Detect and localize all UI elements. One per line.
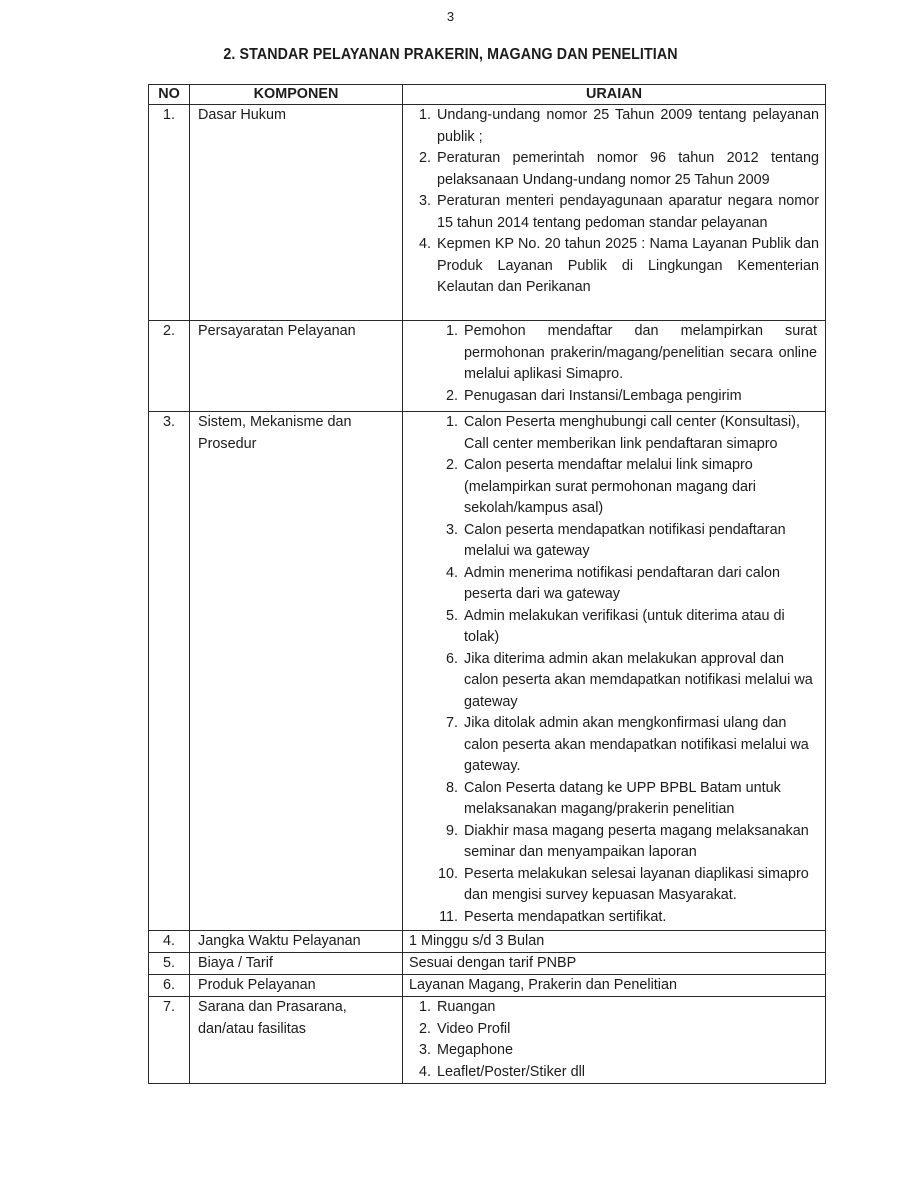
page-number: 3 bbox=[446, 9, 455, 24]
row-component: Sarana dan Prasarana, dan/atau fasilitas bbox=[190, 997, 403, 1084]
row-component: Sistem, Mekanisme dan Prosedur bbox=[190, 412, 403, 931]
table-row bbox=[149, 953, 826, 975]
row-description bbox=[403, 412, 826, 931]
document-title: 2. STANDAR PELAYANAN PRAKERIN, MAGANG DAN PENELITIAN bbox=[223, 46, 678, 63]
row-component: Biaya / Tarif bbox=[190, 953, 403, 975]
list-item: 2. Video Profil bbox=[418, 1020, 511, 1037]
row-component: Persayaratan Pelayanan bbox=[190, 321, 403, 412]
list-item: 1. Undang-undang nomor 25 Tahun 2009 tentang pelayanan publik ; bbox=[418, 107, 819, 145]
row-number: 1. bbox=[149, 105, 190, 321]
list-item: 3. Calon peserta mendapatkan notifikasi pendaftaran melalui wa gateway bbox=[445, 521, 786, 559]
service-standard-table bbox=[148, 84, 826, 1084]
facilities-list bbox=[409, 997, 825, 1083]
row-description bbox=[403, 105, 826, 321]
list-item: 4. Leaflet/Poster/Stiker dll bbox=[418, 1063, 585, 1080]
table-row bbox=[149, 997, 826, 1084]
procedure-list bbox=[409, 412, 825, 928]
row-component: Produk Pelayanan bbox=[190, 975, 403, 997]
row-component: Dasar Hukum bbox=[190, 105, 403, 321]
list-item: 2. Peraturan pemerintah nomor 96 tahun 2012 tentang pelaksanaan Undang-undang nomor 25 Tahun 2009 bbox=[418, 150, 819, 188]
list-item: 3. Peraturan menteri pendayagunaan aparatur negara nomor 15 tahun 2014 tentang pedoman standar pelayanan bbox=[418, 193, 819, 231]
row-number: 5. bbox=[149, 953, 190, 975]
list-item: 4. Kepmen KP No. 20 tahun 2025 : Nama Layanan Publik dan Produk Layanan Publik di Lingkungan Kementerian Kelautan dan Perikanan bbox=[418, 236, 819, 295]
list-item: 9. Diakhir masa magang peserta magang melaksanakan seminar dan menyampaikan laporan bbox=[445, 822, 809, 860]
legal-basis-list bbox=[409, 105, 825, 299]
header-komponen: KOMPONEN bbox=[190, 85, 403, 105]
list-item: 6. Jika diterima admin akan melakukan approval dan calon peserta akan memdapatkan notifikasi melalui wa gateway bbox=[445, 650, 813, 710]
list-item: 3. Megaphone bbox=[418, 1042, 514, 1058]
list-item: 8. Calon Peserta datang ke UPP BPBL Batam untuk melaksanakan magang/prakerin penelitian bbox=[445, 779, 781, 817]
list-item: 1. Calon Peserta menghubungi call center (Konsultasi), Call center memberikan link pendaftaran simapro bbox=[445, 414, 800, 452]
list-item: 2. Penugasan dari Instansi/Lembaga pengirim bbox=[445, 387, 742, 404]
row-number: 6. bbox=[149, 975, 190, 997]
header-uraian: URAIAN bbox=[403, 85, 826, 105]
row-component: Jangka Waktu Pelayanan bbox=[190, 931, 403, 953]
table-row bbox=[149, 412, 826, 931]
list-item: 1. Pemohon mendaftar dan melampirkan surat permohonan prakerin/magang/penelitian secara online melalui aplikasi Simapro. bbox=[445, 323, 817, 382]
table-row bbox=[149, 321, 826, 412]
list-item: 7. Jika ditolak admin akan mengkonfirmasi ulang dan calon peserta akan mendapatkan notifikasi melalui wa gateway. bbox=[445, 715, 809, 774]
requirements-list bbox=[409, 321, 825, 407]
list-item: 4. Admin menerima notifikasi pendaftaran dari calon peserta dari wa gateway bbox=[445, 564, 780, 602]
list-item: 5. Admin melakukan verifikasi (untuk diterima atau di tolak) bbox=[445, 607, 785, 645]
header-no: NO bbox=[149, 85, 190, 105]
row-value: 1 Minggu s/d 3 Bulan bbox=[403, 931, 826, 953]
row-description bbox=[403, 997, 826, 1084]
list-item: 10. Peserta melakukan selesai layanan diaplikasi simapro dan mengisi survey kepuasan Masyarakat. bbox=[437, 865, 809, 903]
list-item: 11. Peserta mendapatkan sertifikat. bbox=[439, 908, 667, 925]
row-number: 7. bbox=[149, 997, 190, 1084]
table-row bbox=[149, 931, 826, 953]
row-description bbox=[403, 321, 826, 412]
table-row bbox=[149, 105, 826, 321]
row-number: 2. bbox=[149, 321, 190, 412]
table-header-row bbox=[149, 85, 826, 105]
list-item: 1. Ruangan bbox=[418, 999, 496, 1015]
row-number: 3. bbox=[149, 412, 190, 931]
row-number: 4. bbox=[149, 931, 190, 953]
table-row bbox=[149, 975, 826, 997]
list-item: 2. Calon peserta mendaftar melalui link simapro (melampirkan surat permohonan magang dari sekolah/kampus asal) bbox=[445, 457, 756, 516]
row-value: Layanan Magang, Prakerin dan Penelitian bbox=[403, 975, 826, 997]
row-value: Sesuai dengan tarif PNBP bbox=[403, 953, 826, 975]
